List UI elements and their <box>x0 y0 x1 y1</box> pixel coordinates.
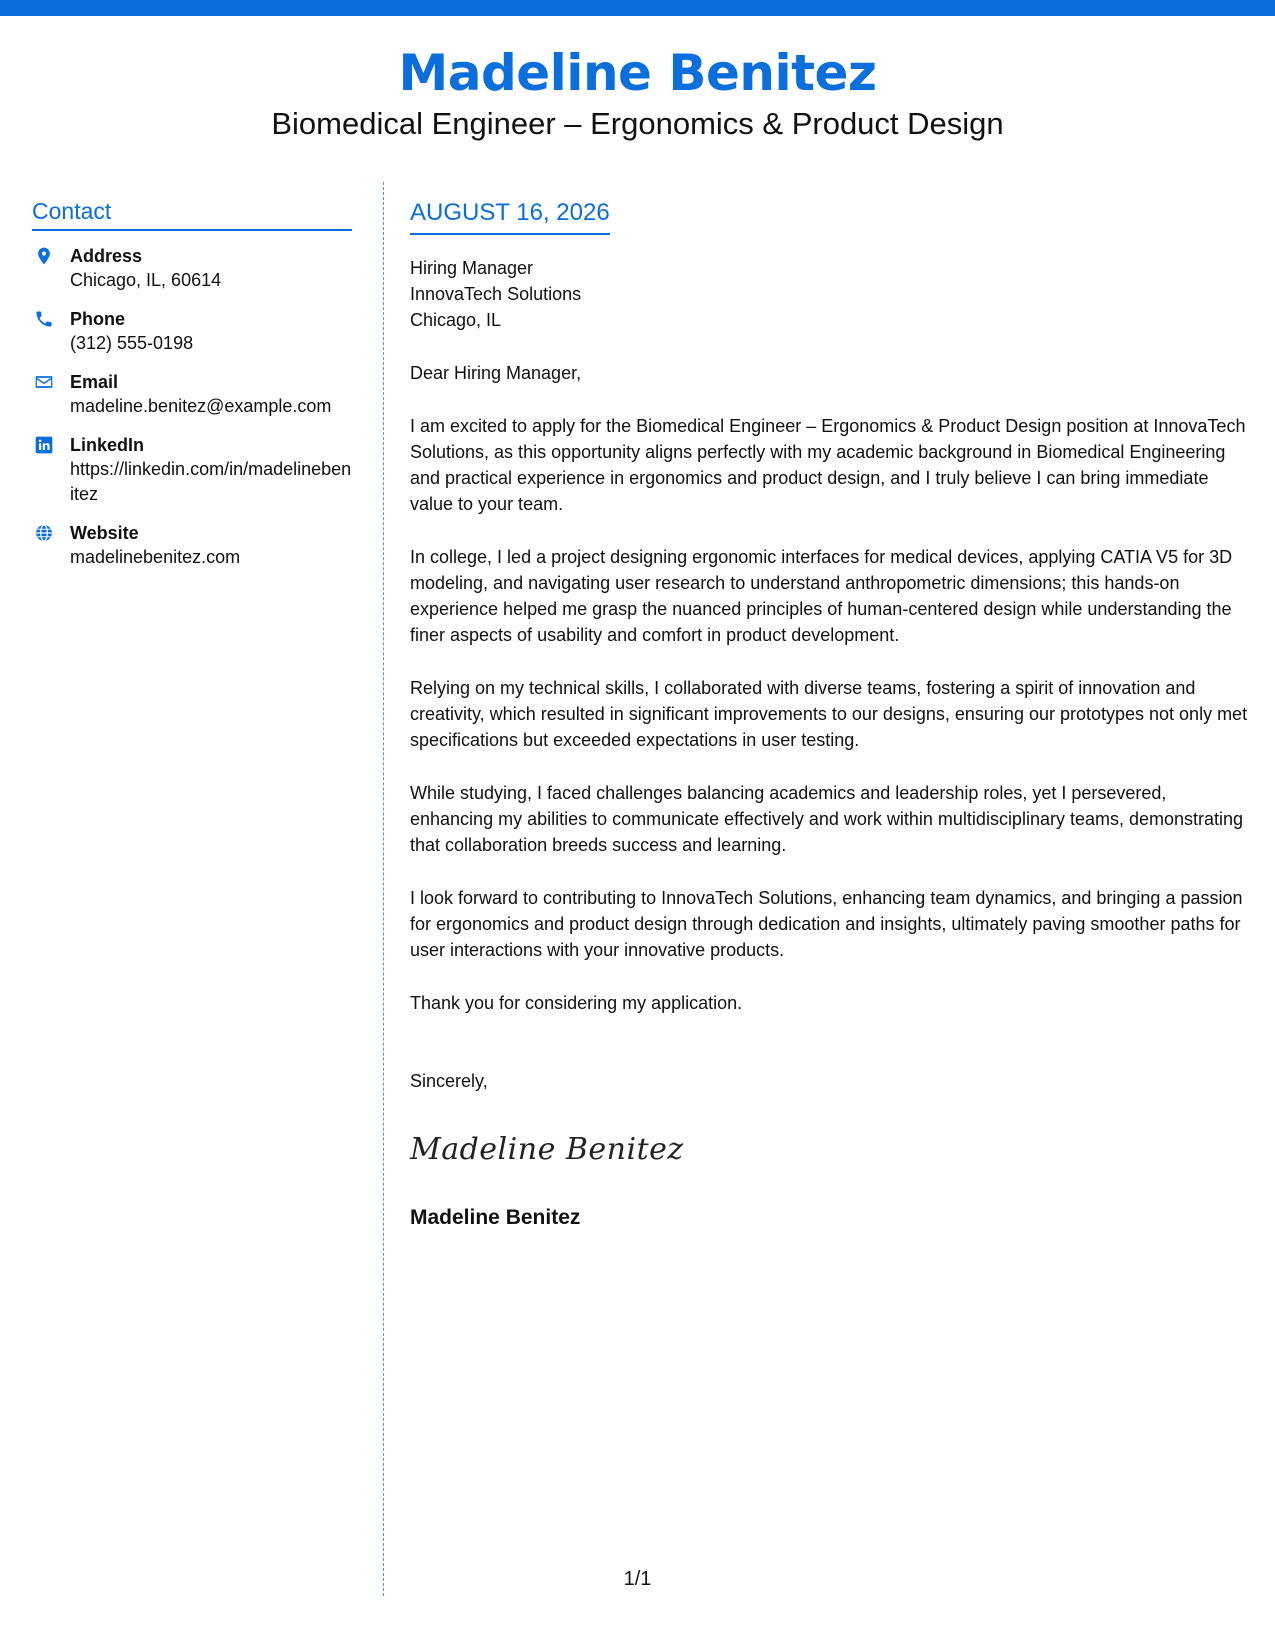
phone-value[interactable]: (312) 555-0198 <box>70 333 194 353</box>
recipient-company: InnovaTech Solutions <box>410 284 582 304</box>
website-label: Website <box>70 523 139 543</box>
phone-label: Phone <box>70 309 126 329</box>
address-label: Address <box>70 246 143 266</box>
header <box>0 40 1275 144</box>
letter-body <box>410 196 1250 1232</box>
recipient-name: Hiring Manager <box>410 258 534 278</box>
job-title: Biomedical Engineer – Ergonomics & Product Design <box>271 106 1004 141</box>
linkedin-label: LinkedIn <box>70 435 145 455</box>
paragraph: In college, I led a project designing ergonomic interfaces for medical devices, applying CATIA V5 for 3D modeling, and navigating user research to understand anthropometric dimensions; this hands-on experience helped me grasp the nuanced principles of human-centered design while understanding the finer aspects of usability and comfort in product development. <box>410 547 1233 645</box>
letter-date: AUGUST 16, 2026 <box>410 196 610 235</box>
signed-name: Madeline Benitez <box>410 1206 581 1229</box>
paragraph: While studying, I faced challenges balancing academics and leadership roles, yet I persevered, enhancing my abilities to communicate effectively and work within multidisciplinary teams, demonstrating that collaboration breeds success and learning. <box>410 783 1244 855</box>
greeting: Dear Hiring Manager, <box>410 363 582 383</box>
contact-linkedin <box>32 433 352 507</box>
contact-address <box>32 244 352 293</box>
linkedin-value[interactable]: https://linkedin.com/in/madelinebenitez <box>70 459 352 504</box>
applicant-name: Madeline Benitez <box>398 44 877 102</box>
paragraph: Thank you for considering my application. <box>410 993 743 1013</box>
closing: Sincerely, <box>410 1071 488 1091</box>
phone-icon <box>34 309 54 329</box>
recipient-location: Chicago, IL <box>410 310 502 330</box>
page-number: 1/1 <box>623 1568 652 1590</box>
top-accent-bar <box>0 0 1275 16</box>
location-pin-icon <box>34 246 54 266</box>
contact-sidebar <box>32 196 352 584</box>
paragraph: I look forward to contributing to InnovaTech Solutions, enhancing team dynamics, and bringing a passion for ergonomics and product design through dedication and insights, ultimately paving smoother paths for user interactions with your innovative products. <box>410 888 1243 960</box>
email-value[interactable]: madeline.benitez@example.com <box>70 396 332 416</box>
contact-website <box>32 521 352 570</box>
email-icon <box>34 372 54 392</box>
handwritten-signature: Madeline Benitez <box>410 1132 684 1167</box>
contact-phone <box>32 307 352 356</box>
globe-icon <box>34 523 54 543</box>
paragraph: I am excited to apply for the Biomedical Engineer – Ergonomics & Product Design position at InnovaTech Solutions, as this opportunity aligns perfectly with my academic background in Biomedical Engineering and practical experience in ergonomics and product design, and I truly believe I can bring immediate value to your team. <box>410 416 1246 514</box>
column-divider <box>383 182 384 1596</box>
paragraph: Relying on my technical skills, I collaborated with diverse teams, fostering a spirit of innovation and creativity, which resulted in significant improvements to our designs, ensuring our prototypes not only met specifications but exceeded expectations in user testing. <box>410 678 1248 750</box>
contact-email <box>32 370 352 419</box>
email-label: Email <box>70 372 119 392</box>
address-value: Chicago, IL, 60614 <box>70 270 222 290</box>
website-value[interactable]: madelinebenitez.com <box>70 547 241 567</box>
contact-heading: Contact <box>32 196 352 231</box>
recipient-block <box>410 255 1250 333</box>
linkedin-icon <box>34 435 54 455</box>
